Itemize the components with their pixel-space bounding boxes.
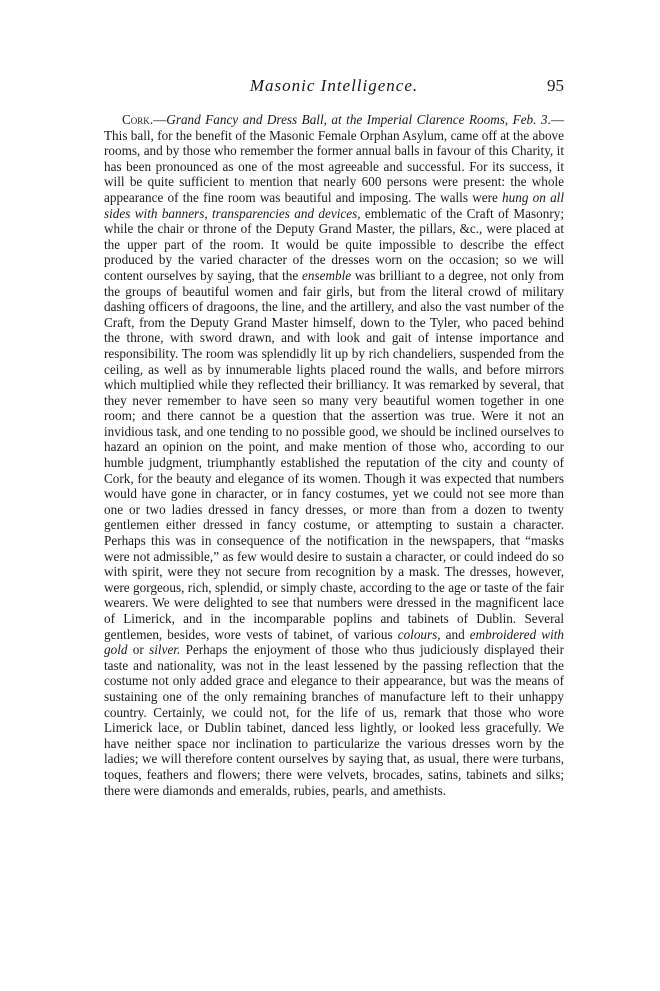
article-text-6: colours,: [397, 626, 441, 642]
article-text-7: and: [440, 626, 470, 642]
article-text-2: hung on all sides with banners, transparencies and devices,: [104, 189, 564, 221]
article-text-11: Perhaps the enjoyment of those who thus judiciously displayed their taste and nationality, was not in the least lessened by the passing reflection that the costume not only added grace and elegance to their appearance, but was the means of sustaining one of the only remaining branches of manufacture left to their unhappy country. Certainly, we could not, for the life of us, remark that those who wore Limerick lace, or Dublin tabinet, danced less lightly, or looked less gracefully. We have neither space nor inclination to particularize the various dresses worn by the ladies; we will therefore content ourselves by saying that, as usual, there were turbans, toques, feathers and flowers; there were velvets, brocades, satins, tabinets and silks; there were diamonds and emeralds, rubies, pearls, and amethists.: [104, 642, 564, 798]
article-body: [104, 112, 564, 798]
running-title: Masonic Intelligence.: [249, 76, 419, 95]
article-text-5: was brilliant to a degree, not only from the groups of beautiful women and fair girls, but from the literal crowd of military dashing officers of dragoons, the line, and the artillery, and also the vast number of the Craft, from the Deputy Grand Master himself, down to the Tyler, who paced behind the throne, with sword drawn, and with look and gait of intense importance and responsibility. The room was splendidly lit up by rich chandeliers, suspended from the ceiling, as well as by innumerable lights placed round the walls, and before mirrors which multiplied while they reflected their brilliancy. It was remarked by several, that they never remember to have seen so many very beautiful women together in one room; and there cannot be a question that the assertion was true. Were it not an invidious task, and one tending to no possible good, we should be inclined ourselves to hazard an opinion on the point, and make mention of those who, according to our humble judgment, triumphantly established the reputation of the city and county of Cork, for the beauty and elegance of its women. Though it was expected that numbers would have gone in character, or in fancy costumes, yet we could not see more than one or two ladies dressed in fancy dresses, or more than from a dozen to twenty gentlemen either dressed in fancy costume, or attempting to sustain a character. Perhaps this was in consequence of the notification in the newspapers, that “masks were not admissible,” as few would desire to sustain a character, or could indeed do so with spirit, were they not secure from recognition by a mask. The dresses, however, were gorgeous, rich, splendid, or simply chaste, according to the age or taste of the fair wearers. We were delighted to see that numbers were dressed in the magnificent lace of Limerick, and in the incomparable poplins and tabinets of Dublin. Several gentlemen, besides, wore vests of tabinet, of various: [104, 267, 564, 642]
article-text-3: emblematic of the Craft of Masonry; while the chair or throne of the Deputy Grand Master, the pillars, &c., were placed at the upper part of the room. It would be quite impossible to describe the effect produced by the varied character of the dresses worn on the occasion; so we will content ourselves by saying, that the: [104, 205, 564, 283]
article-dash: .—: [149, 112, 167, 127]
article-text-10: silver.: [149, 642, 181, 658]
article-text-9: or: [127, 642, 150, 658]
article-text-4: ensemble: [302, 267, 352, 283]
page: [104, 76, 564, 798]
page-header: [104, 76, 564, 96]
article-text-8: embroidered with gold: [104, 626, 565, 658]
article-heading: Grand Fancy and Dress Ball, at the Imperial Clarence Rooms, Feb. 3: [166, 112, 548, 127]
article-text-1: .—This ball, for the benefit of the Masonic Female Orphan Asylum, came off at the above rooms, and by those who remember the former annual balls in favour of this Charity, it has been pronounced as one of the most agreeable and successful. For its success, it will be quite sufficient to mention that nearly 600 persons were present: the whole appearance of the fine room was beautiful and imposing. The walls were: [104, 112, 564, 205]
article-location: Cork: [122, 112, 150, 127]
page-number: 95: [547, 76, 564, 95]
